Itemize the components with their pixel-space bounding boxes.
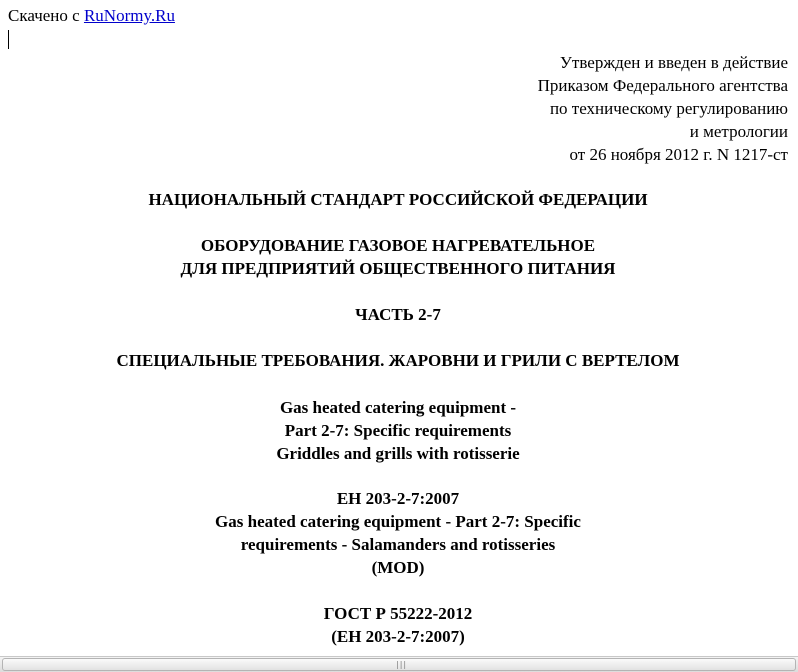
- title-ru-line: ДЛЯ ПРЕДПРИЯТИЙ ОБЩЕСТВЕННОГО ПИТАНИЯ: [180, 259, 616, 278]
- title-en-line: Griddles and grills with rotisserie: [276, 444, 520, 463]
- en-reference-line: ЕН 203-2-7:2007: [336, 489, 460, 508]
- approval-line: Утвержден и введен в действие: [559, 53, 788, 72]
- en-reference-line: Gas heated catering equipment - Part 2-7: Specific: [215, 512, 581, 531]
- gost-designation: [0, 602, 796, 648]
- title-ru: [0, 234, 796, 280]
- text-caret: [8, 30, 9, 49]
- scrollbar-thumb[interactable]: [2, 658, 796, 671]
- approval-line: Приказом Федерального агентства: [537, 76, 788, 95]
- approval-line: по техническому регулированию: [549, 99, 788, 118]
- source-line: [8, 6, 175, 26]
- en-reference: [0, 487, 796, 579]
- subtitle-ru: [0, 349, 796, 372]
- title-en: [0, 396, 796, 465]
- title-ru-line: ОБОРУДОВАНИЕ ГАЗОВОЕ НАГРЕВАТЕЛЬНОЕ: [200, 236, 596, 255]
- standard-heading-text: НАЦИОНАЛЬНЫЙ СТАНДАРТ РОССИЙСКОЙ ФЕДЕРАЦИИ: [148, 190, 648, 209]
- part-number-text: ЧАСТЬ 2-7: [355, 305, 441, 324]
- approval-block: [538, 51, 788, 166]
- standard-heading: [0, 188, 796, 211]
- subtitle-ru-text: СПЕЦИАЛЬНЫЕ ТРЕБОВАНИЯ. ЖАРОВНИ И ГРИЛИ С ВЕРТЕЛОМ: [116, 351, 680, 370]
- part-number: [0, 303, 796, 326]
- runormy-link[interactable]: RuNormy.Ru: [83, 6, 175, 25]
- en-reference-line: (MOD): [371, 558, 425, 577]
- gost-line: ГОСТ Р 55222-2012: [323, 604, 473, 623]
- horizontal-scrollbar[interactable]: [0, 656, 798, 672]
- grip-icon: |||: [396, 660, 408, 669]
- approval-line: и метрологии: [689, 122, 788, 141]
- title-en-line: Part 2-7: Specific requirements: [284, 421, 512, 440]
- approval-line: от 26 ноября 2012 г. N 1217-ст: [569, 145, 788, 164]
- source-prefix: Скачено с: [8, 6, 80, 25]
- gost-line: (ЕН 203-2-7:2007): [331, 627, 465, 646]
- en-reference-line: requirements - Salamanders and rotisseries: [240, 535, 556, 554]
- title-en-line: Gas heated catering equipment -: [279, 398, 517, 417]
